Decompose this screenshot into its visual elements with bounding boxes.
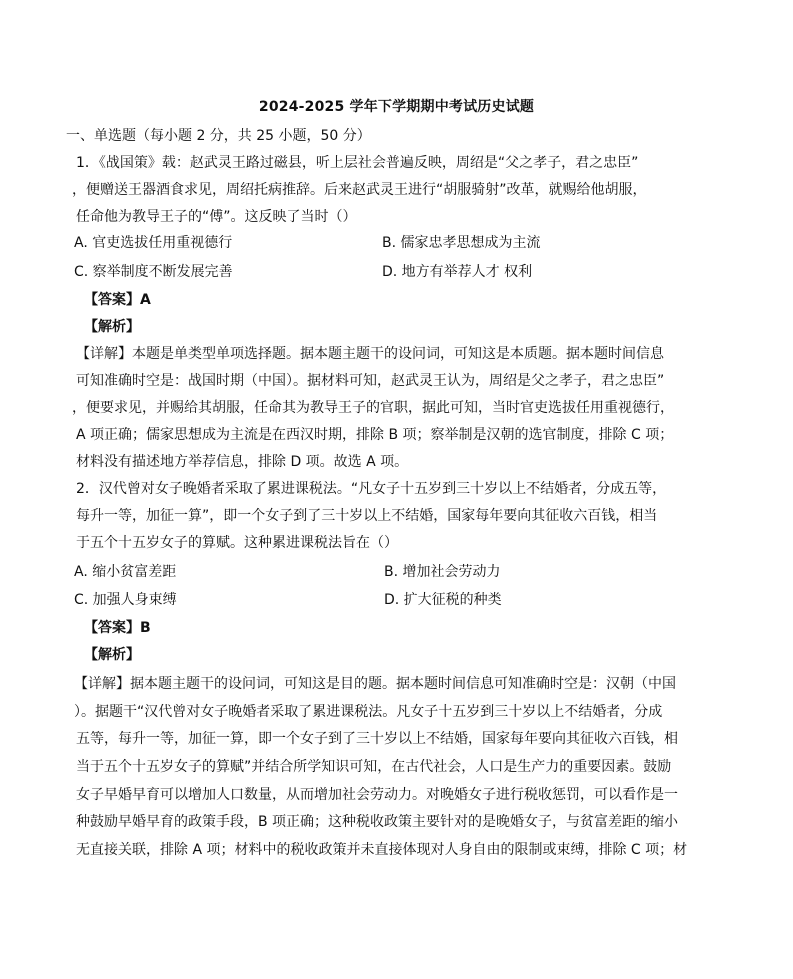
q2-option-b: B. 增加社会劳动力 [384,564,501,580]
q1-detail-line-5: 材料没有描述地方举荐信息，排除 D 项。故选 A 项。 [76,454,409,470]
q1-option-d: D. 地方有举荐人才 权利 [382,264,533,280]
q1-option-b: B. 儒家忠孝思想成为主流 [382,235,541,251]
q1-detail-line-3: ，便要求见，并赐给其胡服，任命其为教导王子的官职，据此可知，当时官吏选拔任用重视德行， [72,400,674,416]
q1-detail-line-2: 可知准确时空是：战国时期（中国）。据材料可知，赵武灵王认为，周绍是父之孝子，君之忠臣” [76,373,665,389]
q2-stem-line-3: 于五个十五岁女子的算赋。这种累进课税法旨在（） [76,535,398,551]
q1-detail-line-1: 【详解】本题是单类型单项选择题。据本题主题干的设问词，可知这是本质题。据本题时间信息 [76,346,664,362]
q1-answer: 【答案】A [84,292,151,308]
q1-detail-line-4: A 项正确；儒家思想成为主流是在西汉时期，排除 B 项；察举制是汉朝的选官制度，排除 C 项； [76,427,674,443]
q2-detail-line-3: 五等，每升一等，加征一算，即一个女子到了三十岁以上不结婚，国家每年要向其征收六百钱，相 [76,731,678,747]
q2-detail-line-1: 【详解】据本题主题干的设问词，可知这是目的题。据本题时间信息可知准确时空是：汉朝（中国 [74,676,676,692]
q2-detail-line-6: 种鼓励早婚早育的政策手段，B 项正确；这种税收政策主要针对的是晚婚女子，与贫富差距的缩小 [76,814,679,830]
q2-analysis-label: 【解析】 [84,647,140,663]
q2-stem-line-2: 每升一等，加征一算”，即一个女子到了三十岁以上不结婚，国家每年要向其征收六百钱，相当 [76,508,658,524]
q2-option-a: A. 缩小贫富差距 [74,564,177,580]
q1-stem-line-3: 任命他为教导王子的“傅”。这反映了当时（） [76,209,357,225]
q2-option-d: D. 扩大征税的种类 [384,592,502,608]
q1-stem-line-1: 1．《战国策》载：赵武灵王路过磁县，听上层社会普遍反映，周绍是“父之孝子，君之忠臣” [76,155,639,171]
q2-answer: 【答案】B [84,620,151,636]
q2-stem-line-1: 2．汉代曾对女子晚婚者采取了累进课税法。“凡女子十五岁到三十岁以上不结婚者，分成五等， [76,481,667,497]
q1-stem-line-2: ，便赠送王器酒食求见，周绍托病推辞。后来赵武灵王进行“胡服骑射”改革，就赐给他胡服， [72,182,647,198]
q2-detail-line-2: ）。据题干“汉代曾对女子晚婚者采取了累进课税法。凡女子十五岁到三十岁以上不结婚者，分成 [74,704,663,720]
q2-option-c: C. 加强人身束缚 [74,592,177,608]
q1-analysis-label: 【解析】 [84,319,140,335]
page-title: 2024-2025 学年下学期期中考试历史试题 [258,99,535,115]
section-header: 一、单选题（每小题 2 分，共 25 小题，50 分） [66,128,371,144]
q1-option-a: A. 官吏选拔任用重视德行 [74,235,233,251]
q2-detail-line-5: 女子早婚早育可以增加人口数量，从而增加社会劳动力。对晚婚女子进行税收惩罚，可以看作是一 [76,787,678,803]
q2-detail-line-7: 无直接关联，排除 A 项；材料中的税收政策并未直接体现对人身自由的限制或束缚，排除 C 项；材 [76,842,688,858]
q1-option-c: C. 察举制度不断发展完善 [74,264,233,280]
q2-detail-line-4: 当于五个十五岁女子的算赋”并结合所学知识可知，在古代社会，人口是生产力的重要因素。鼓励 [76,759,672,775]
